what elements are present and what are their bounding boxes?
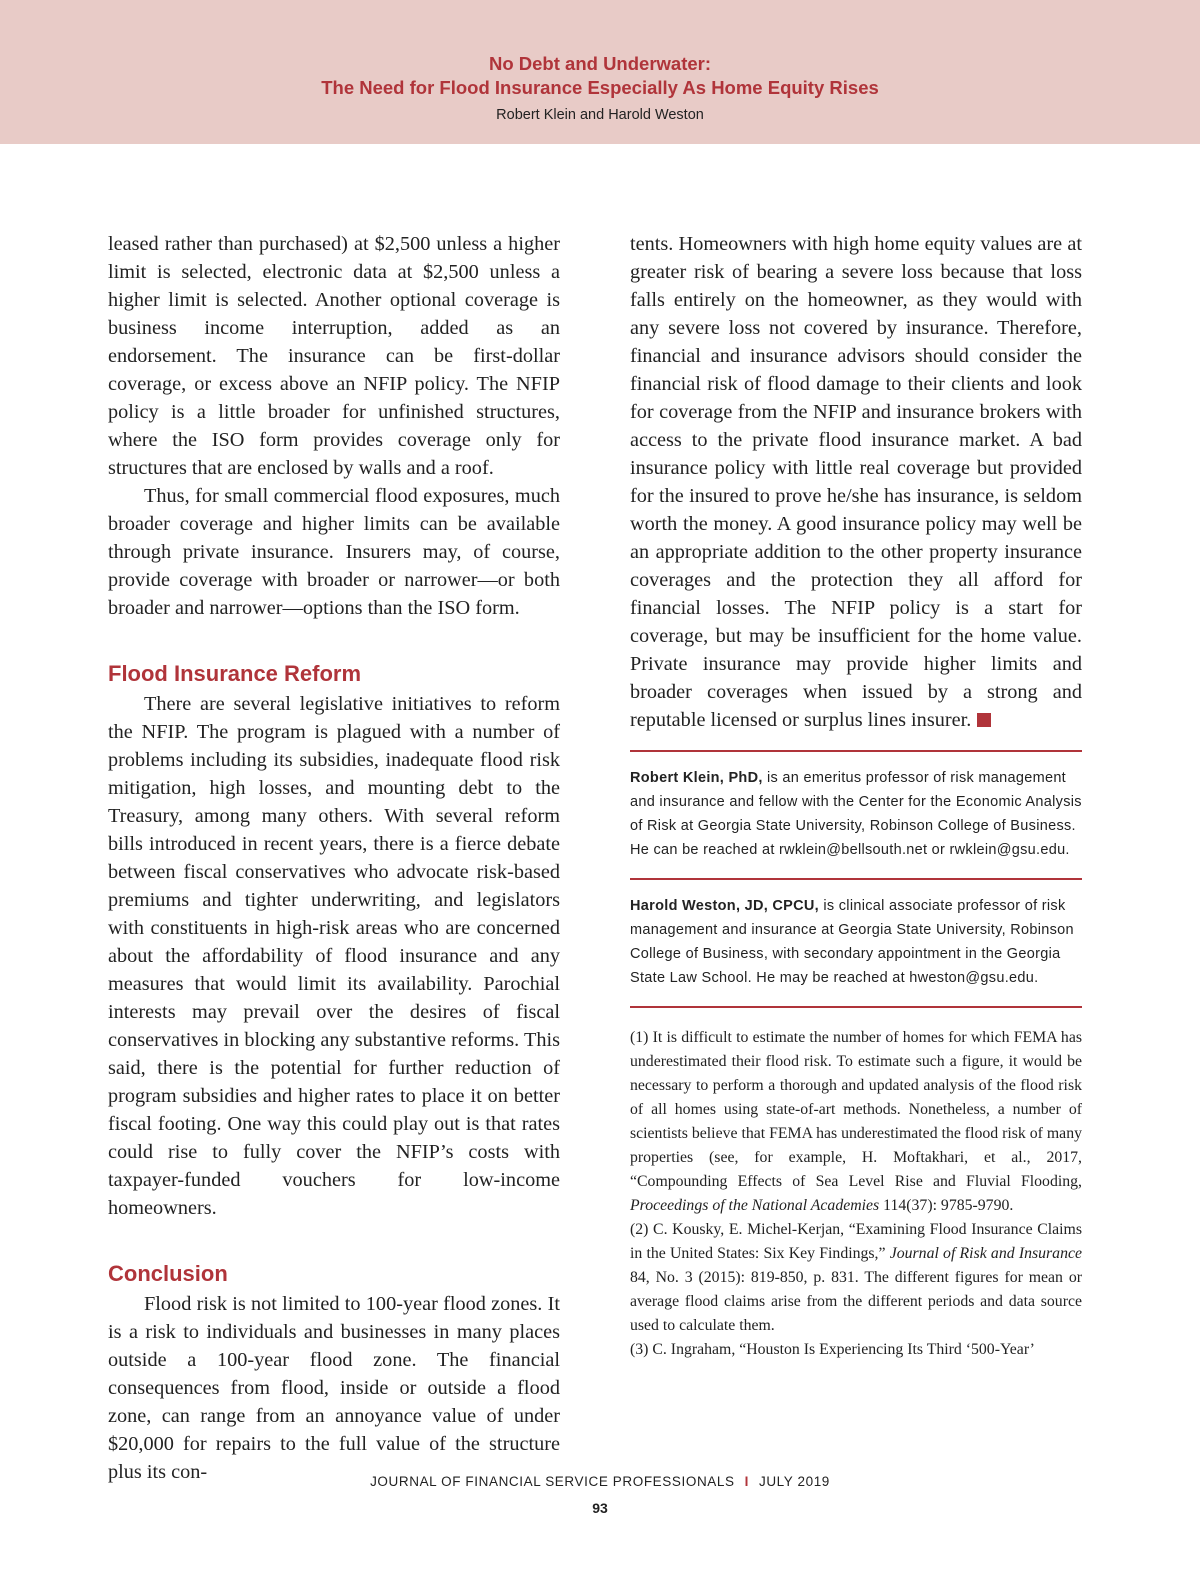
right-paragraph-1-text: tents. Homeowners with high home equity values are at greater risk of bearing a severe loss because that loss falls entirely on the homeowner, as they would with any severe loss not covered by insurance. Therefore, financial and insurance advisors should consider the financial risk of flood damage to their clients and look for coverage from the NFIP and insurance brokers with access to the private flood insurance market. A bad insurance policy with little real coverage but provided for the insured to prove he/she has insurance, is seldom worth the money. A good insurance policy may well be an appropriate addition to the other property insurance coverages and the protection they all afford for financial losses. The NFIP policy is a start for coverage, but may be insufficient for the home value. Private insurance may provide higher limits and broader coverages when issued by a strong and reputable licensed or surplus lines insurer. [630, 233, 1082, 731]
article-title-line1: No Debt and Underwater: [488, 53, 712, 74]
article-title-line2: The Need for Flood Insurance Especially As Home Equity Rises [321, 77, 879, 98]
author-bio-klein [630, 752, 1082, 878]
page-number: 93 [592, 1500, 608, 1516]
footer-separator: I [744, 1474, 749, 1489]
footnote-1 [630, 1026, 1082, 1218]
heading-conclusion: Conclusion [108, 1261, 228, 1286]
left-paragraph-2: Thus, for small commercial flood exposures, much broader coverage and higher limits can be available through private insurance. Insurers may, of course, provide coverage with broader or narrower—or both broader and narrower—options than the ISO form. [108, 485, 560, 619]
bio-weston-text: is clinical associate professor of risk management and insurance at Georgia State University, Robinson College of Business, with secondary appointment in the Georgia State Law School. He may be reached at hweston@gsu.edu. [630, 898, 1074, 986]
right-paragraph-1 [630, 230, 1082, 734]
footnote-3: (3) C. Ingraham, “Houston Is Experiencing Its Third ‘500-Year’ [630, 1341, 1035, 1358]
page-footer [0, 1474, 1200, 1489]
footnote-2 [630, 1218, 1082, 1338]
footnote-2-text: (2) C. Kousky, E. Michel-Kerjan, “Examining Flood Insurance Claims in the United States: Six Key Findings,” [630, 1221, 1082, 1262]
footer-date: JULY 2019 [758, 1474, 830, 1489]
heading-flood-insurance-reform: Flood Insurance Reform [108, 661, 362, 686]
article-authors: Robert Klein and Harold Weston [496, 107, 704, 123]
footnote-1-journal: Proceedings of the National Academies [630, 1197, 880, 1214]
left-paragraph-4: Flood risk is not limited to 100-year flood zones. It is a risk to individuals and businesses in many places outside a 100-year flood zone. The financial consequences from flood, inside or outside a flood zone, can range from an annoyance value of under $20,000 for repairs to the full value of the structure plus its con- [108, 1293, 560, 1483]
footer-journal-name: JOURNAL OF FINANCIAL SERVICE PROFESSIONALS [370, 1474, 735, 1489]
divider-rule-3 [630, 1006, 1082, 1008]
left-paragraph-1: leased rather than purchased) at $2,500 unless a higher limit is selected, electronic data at $2,500 unless a higher limit is selected. Another optional coverage is business income interruption, added as an endorsement. The insurance can be first-dollar coverage, or excess above an NFIP policy. The NFIP policy is a little broader for unfinished structures, where the ISO form provides coverage only for structures that are enclosed by walls and a roof. [108, 233, 560, 479]
bio-weston-name: Harold Weston, JD, CPCU, [630, 898, 820, 914]
left-paragraph-3: There are several legislative initiatives to reform the NFIP. The program is plagued with a number of problems including its subsidies, inadequate flood risk mitigation, high losses, and mounting debt to the Treasury, among many others. With several reform bills introduced in recent years, there is a fierce debate between fiscal conservatives who advocate risk-based premiums and tighter underwriting, and legislators with constituents in high-risk areas who are concerned about the affordability of flood insurance and any measures that would limit its availability. Parochial interests may prevail over the desires of fiscal conservatives in blocking any substantive reforms. This said, there is the potential for further reduction of program subsidies and higher rates to place it on better fiscal footing. One way this could play out is that rates could rise to fully cover the NFIP’s costs with taxpayer-funded vouchers for low-income homeowners. [108, 693, 560, 1219]
footnote-2-journal: Journal of Risk and Insurance [889, 1245, 1082, 1262]
left-column [108, 230, 560, 1486]
author-bio-weston [630, 880, 1082, 1006]
right-column [630, 230, 1082, 1362]
footnote-1-tail: 114(37): 9785-9790. [879, 1197, 1014, 1214]
footnote-1-text: (1) It is difficult to estimate the number of homes for which FEMA has underestimated their flood risk. To estimate such a figure, it would be necessary to perform a thorough and updated analysis of the flood risk of all homes using state-of-art methods. Nonetheless, a number of scientists believe that FEMA has underestimated the flood risk of many properties (see, for example, H. Moftakhari, et al., 2017, “Compounding Effects of Sea Level Rise and Fluvial Flooding, [630, 1029, 1082, 1190]
footnote-2-tail: 84, No. 3 (2015): 819-850, p. 831. The different figures for mean or average flood claims arise from the different periods and data source used to calculate them. [630, 1269, 1082, 1334]
end-of-article-mark [977, 713, 991, 727]
header-band [0, 0, 1200, 144]
bio-klein-name: Robert Klein, PhD, [630, 770, 763, 786]
bio-klein-text: is an emeritus professor of risk management and insurance and fellow with the Center for the Economic Analysis of Risk at Georgia State University, Robinson College of Business. He can be reached at rwklein@bellsouth.net or rwklein@gsu.edu. [630, 770, 1082, 858]
